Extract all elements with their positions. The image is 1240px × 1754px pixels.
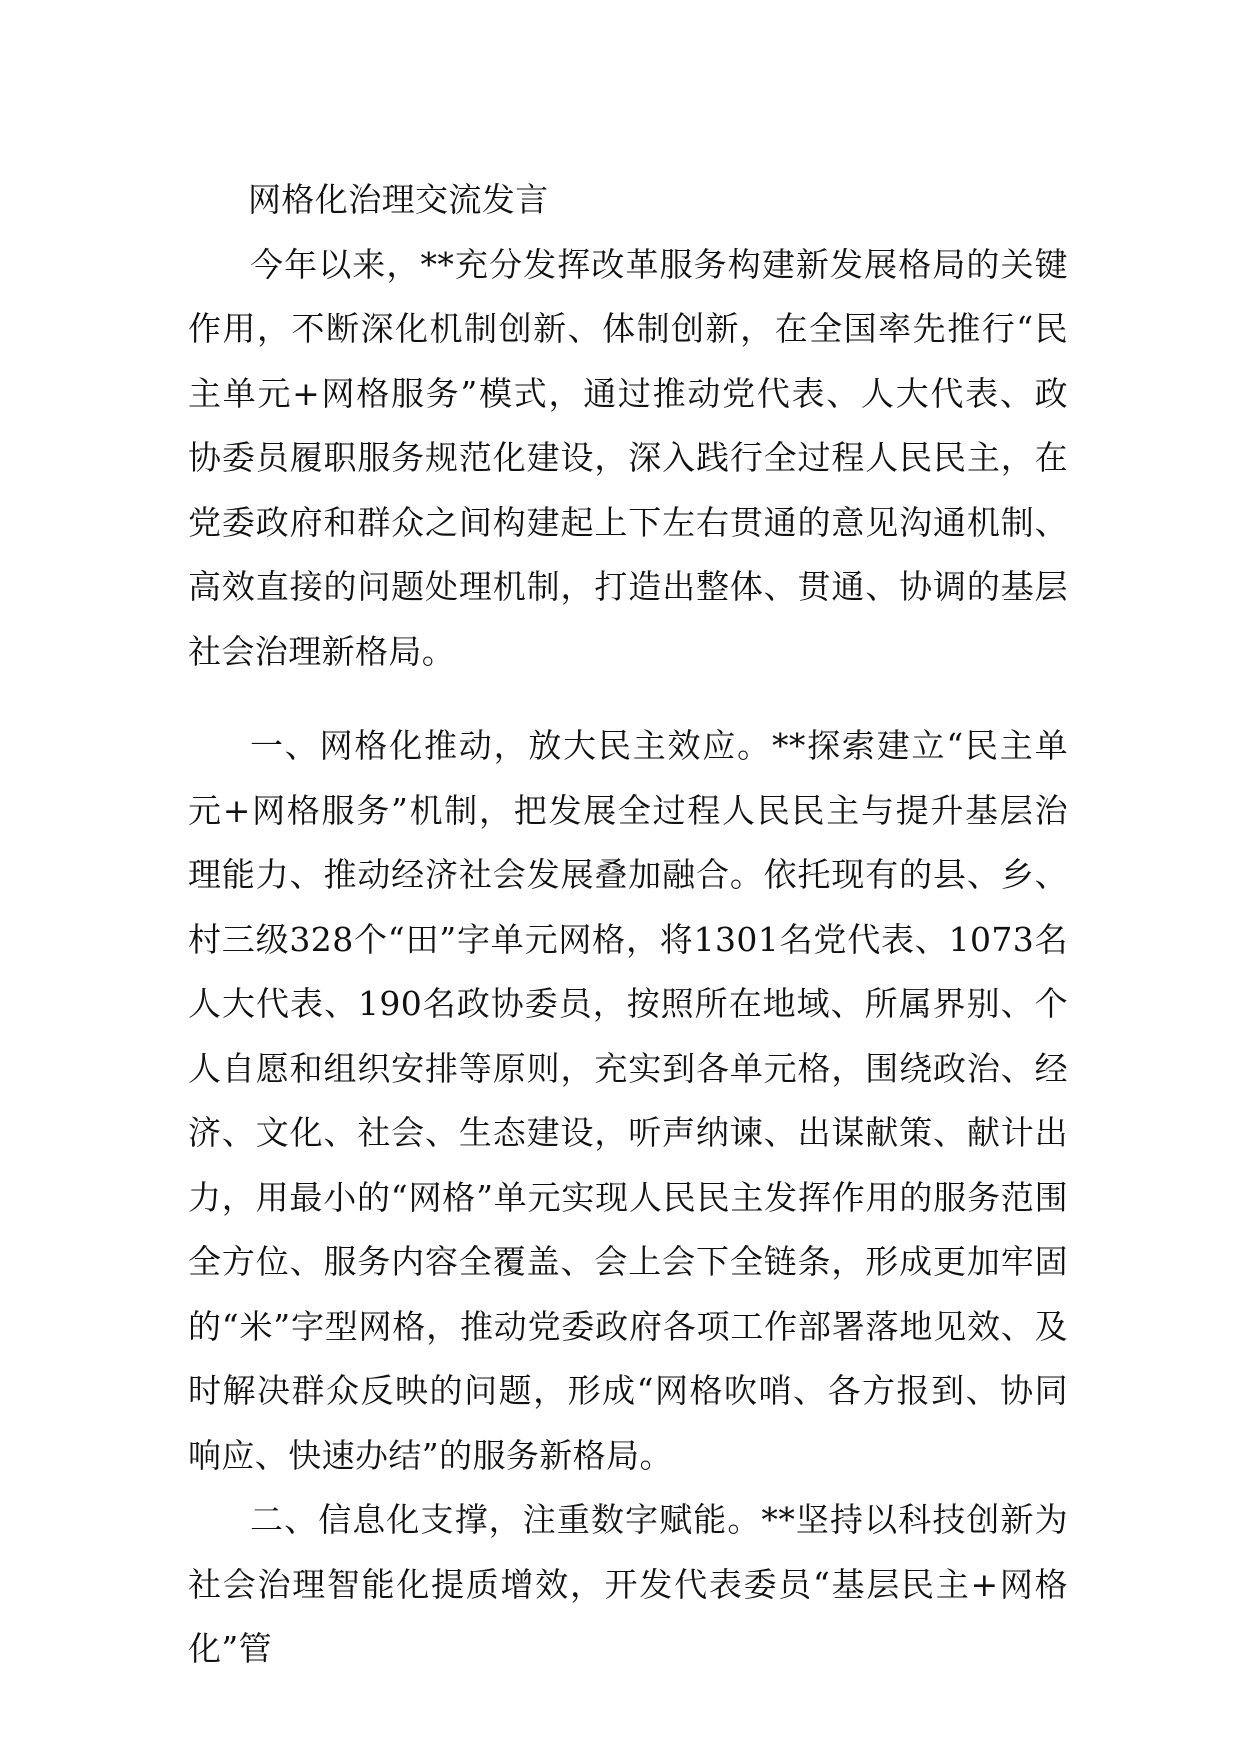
paragraph-intro: 今年以来，**充分发挥改革服务构建新发展格局的关键作用，不断深化机制创新、体制创新，在全国率先推行“民主单元+网格服务”模式，通过推动党代表、人大代表、政协委员履职服务规范化建设，深入践行全过程人民民主，在党委政府和群众之间构建起上下左右贯通的意见沟通机制、高效直接的问题处理机制，打造出整体、贯通、协调的基层社会治理新格局。 bbox=[188, 244, 1068, 671]
document-title: 网格化治理交流发言 bbox=[248, 180, 549, 219]
paragraph-section-1: 一、网格化推动，放大民主效应。**探索建立“民主单元+网格服务”机制，把发展全过程人民民主与提升基层治理能力、推动经济社会发展叠加融合。依托现有的县、乡、村三级328个“田”字单元网格，将1301名党代表、1073名人大代表、190名政协委员，按照所在地域、所属界别、个人自愿和组织安排等原则，充实到各单元格，围绕政治、经济、文化、社会、生态建设，听声纳谏、出谋献策、献计出力，用最小的“网格”单元实现人民民主发挥作用的服务范围全方位、服务内容全覆盖、会上会下全链条，形成更加牢固的“米”字型网格，推动党委政府各项工作部署落地见效、及时解决群众反映的问题，形成“网格吹哨、各方报到、协同响应、快速办结”的服务新格局。 bbox=[188, 726, 1068, 1475]
document-body bbox=[188, 168, 1068, 1682]
paragraph-section-2: 二、信息化支撑，注重数字赋能。**坚持以科技创新为社会治理智能化提质增效，开发代表委员“基层民主+网格化”管 bbox=[188, 1500, 1068, 1668]
